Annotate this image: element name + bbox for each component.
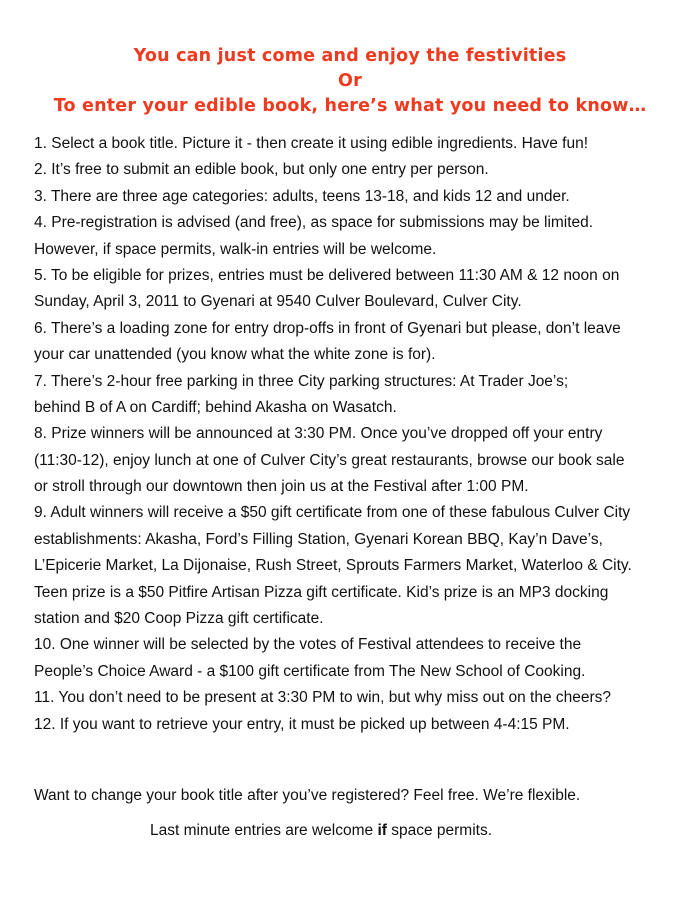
rules-line: 10. One winner will be selected by the votes of Festival attendees to receive the <box>34 636 582 654</box>
rules-line: 1. Select a book title. Picture it - then create it using edible ingredients. Have fun! <box>34 135 589 152</box>
rules-line: or stroll through our downtown then join us at the Festival after 1:00 PM. <box>34 478 529 496</box>
last-minute-text-before: Last minute entries are welcome <box>150 822 378 839</box>
rules-line: 6. There’s a loading zone for entry drop-offs in front of Gyenari but please, don’t leave <box>34 319 621 337</box>
rules-line: 8. Prize winners will be announced at 3:30 PM. Once you’ve dropped off your entry <box>34 425 603 443</box>
rules-line: 7. There’s 2-hour free parking in three City parking structures: At Trader Joe’s; <box>34 372 569 390</box>
heading <box>0 44 700 119</box>
rules-line: your car unattended (you know what the white zone is for). <box>34 346 436 364</box>
rules-line: 2. It’s free to submit an edible book, but only one entry per person. <box>34 161 489 179</box>
last-minute-note <box>150 820 492 842</box>
rules-list <box>34 131 674 738</box>
change-title-note: Want to change your book title after you’ve registered? Feel free. We’re flexible. <box>34 787 581 804</box>
rules-line: 5. To be eligible for prizes, entries must be delivered between 11:30 AM & 12 noon on <box>34 266 620 284</box>
rules-line: Teen prize is a $50 Pitfire Artisan Pizza gift certificate. Kid’s prize is an MP3 docking <box>34 583 609 601</box>
rules-line: Sunday, April 3, 2011 to Gyenari at 9540 Culver Boulevard, Culver City. <box>34 293 522 311</box>
rules-line: However, if space permits, walk-in entries will be welcome. <box>34 240 437 258</box>
heading-line-3: To enter your edible book, here’s what you need to know… <box>53 96 647 116</box>
rules-line: (11:30-12), enjoy lunch at one of Culver City’s great restaurants, browse our book sale <box>34 451 625 469</box>
heading-line-2: Or <box>338 71 362 91</box>
rules-line: 12. If you want to retrieve your entry, it must be picked up between 4-4:15 PM. <box>34 715 570 733</box>
rules-line: L’Epicerie Market, La Dijonaise, Rush Street, Sprouts Farmers Market, Waterloo & City. <box>34 557 632 575</box>
rules-line: 9. Adult winners will receive a $50 gift certificate from one of these fabulous Culver City <box>34 504 631 522</box>
rules-line: establishments: Akasha, Ford’s Filling Station, Gyenari Korean BBQ, Kay’n Dave’s, <box>34 530 603 548</box>
rules-line: behind B of A on Cardiff; behind Akasha on Wasatch. <box>34 398 397 416</box>
heading-line-1: You can just come and enjoy the festivities <box>133 46 567 66</box>
rules-line: station and $20 Coop Pizza gift certificate. <box>34 610 324 628</box>
rules-line: 3. There are three age categories: adults, teens 13-18, and kids 12 and under. <box>34 187 570 205</box>
rules-line: People’s Choice Award - a $100 gift certificate from The New School of Cooking. <box>34 662 586 680</box>
rules-line: 11. You don’t need to be present at 3:30 PM to win, but why miss out on the cheers? <box>34 689 612 707</box>
last-minute-text-after: space permits. <box>386 822 493 839</box>
rules-line: 4. Pre-registration is advised (and free), as space for submissions may be limited. <box>34 214 594 232</box>
last-minute-text-bold: if <box>377 822 387 839</box>
